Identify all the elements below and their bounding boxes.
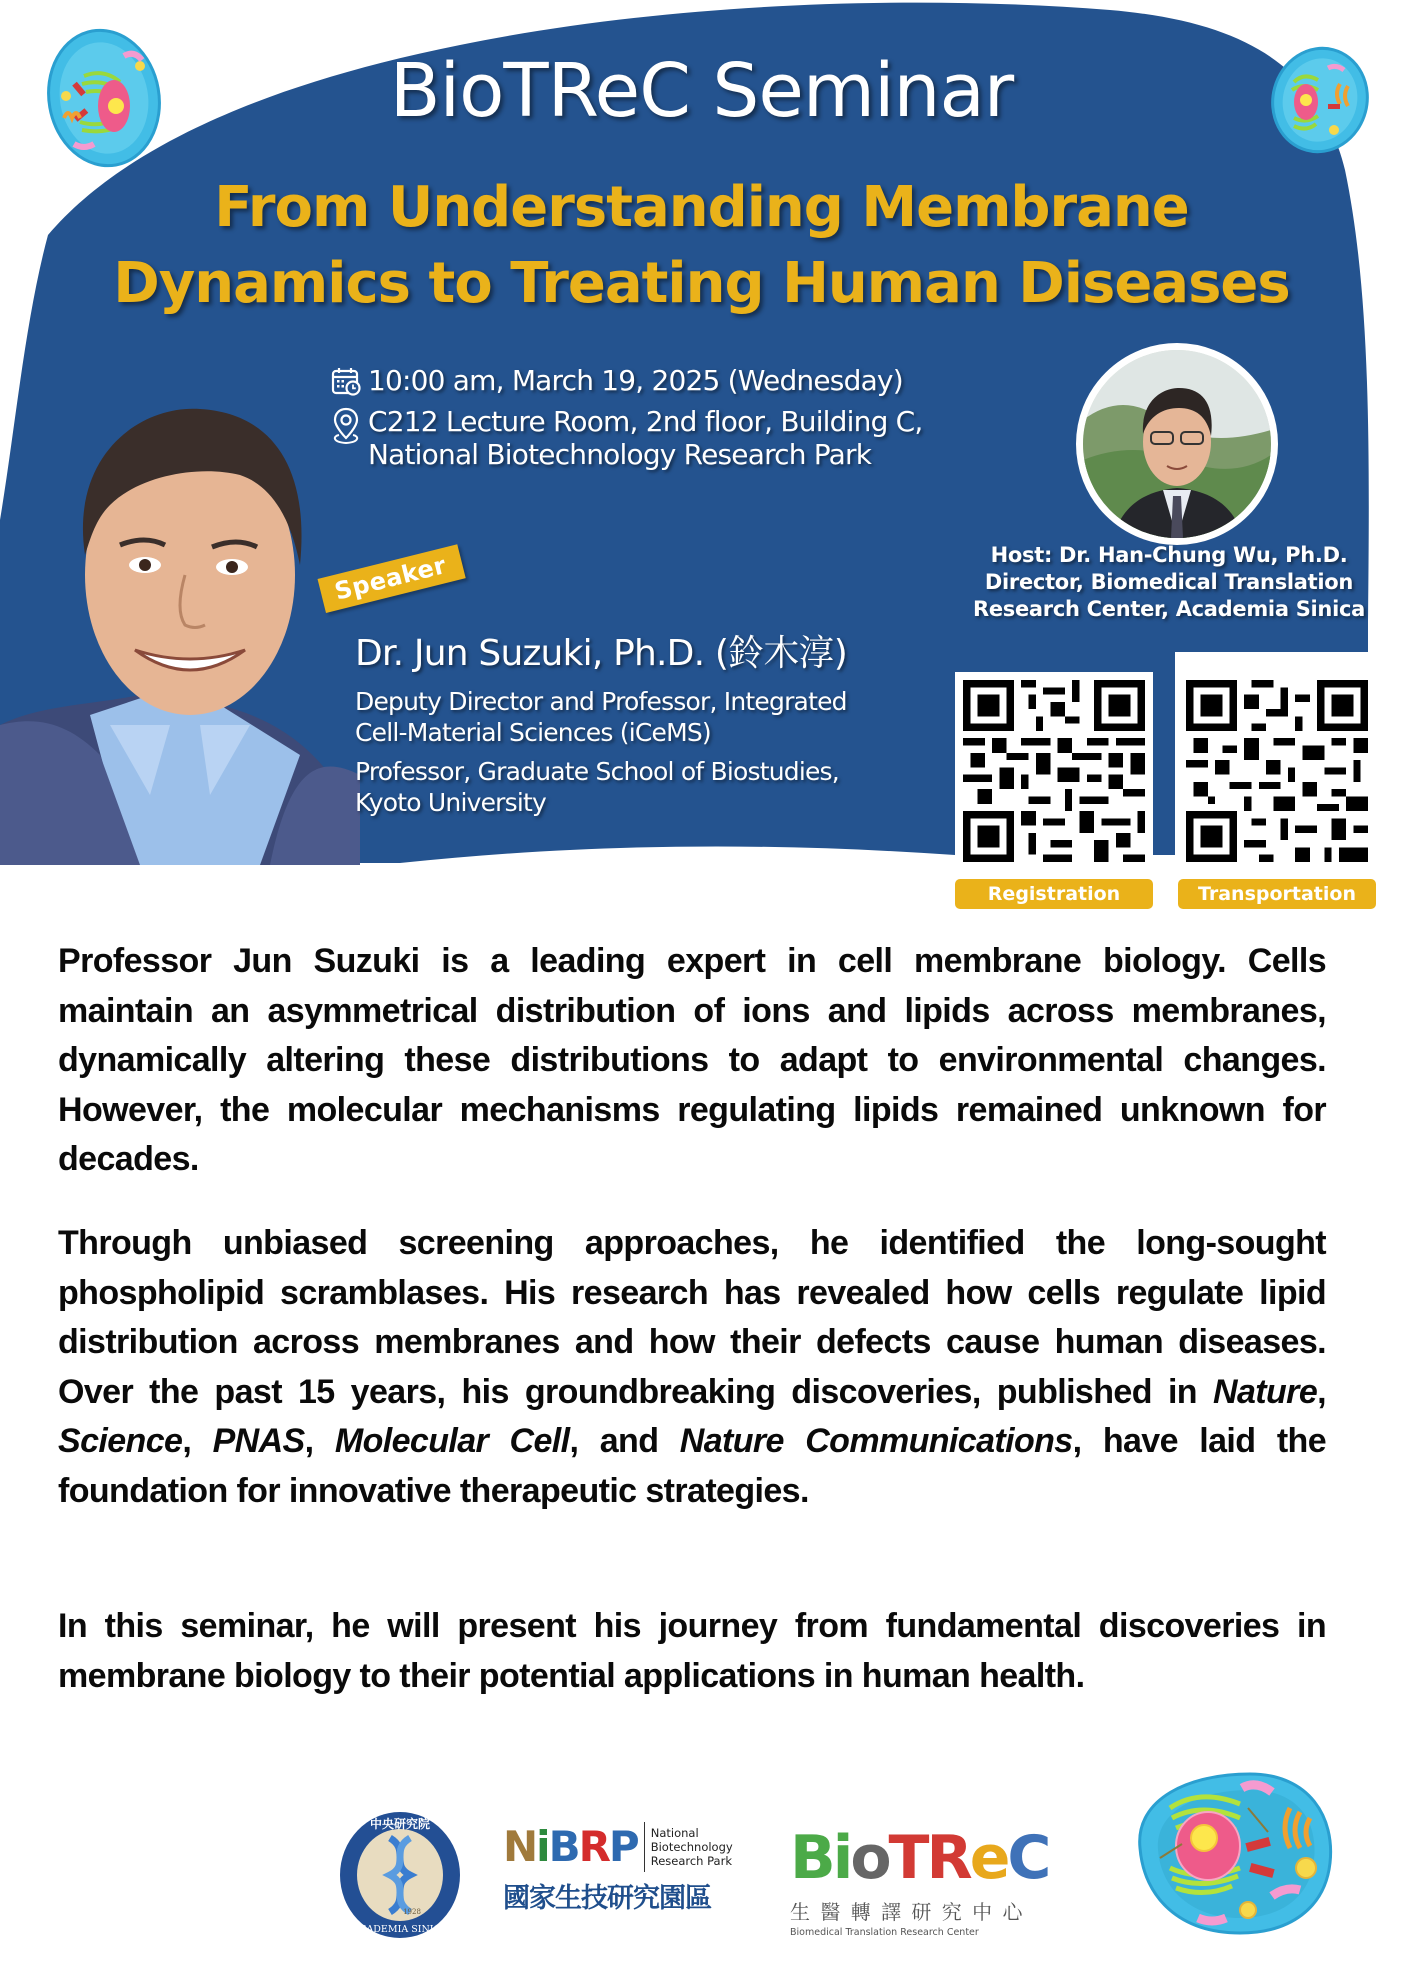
separator: , [182, 1422, 213, 1460]
speaker-affiliation-1-line-2: Cell-Material Sciences (iCeMS) [355, 718, 711, 747]
event-location-line-1: C212 Lecture Room, 2nd floor, Building C, [368, 405, 923, 438]
talk-title [0, 170, 1403, 322]
speaker-name: Dr. Jun Suzuki, Ph.D. (鈴木淳) [355, 633, 847, 674]
nbrp-logo [503, 1822, 743, 1942]
biotrec-english-name: Biomedical Translation Research Center [790, 1927, 979, 1938]
host-title-line-2: Research Center, Academia Sinica [972, 597, 1366, 621]
description-paragraph-2 [58, 1219, 1326, 1516]
biotrec-letter-o: o [850, 1823, 889, 1893]
nbrp-en-line-1: National [650, 1826, 699, 1840]
speaker-affiliation-1 [355, 686, 847, 748]
nbrp-abbr: NiBRP [503, 1822, 638, 1871]
registration-qr-code[interactable] [955, 672, 1153, 870]
description-paragraph-3: In this seminar, he will present his journey from fundamental discoveries in membrane biology to their potential applications in human health. [58, 1607, 1326, 1695]
talk-title-line-1: From Understanding Membrane [214, 175, 1189, 240]
qr-code-icon [963, 680, 1145, 862]
host-info [959, 542, 1379, 623]
journal-nature-communications: Nature Communications [679, 1422, 1073, 1460]
journal-nature: Nature [1213, 1372, 1318, 1411]
registration-qr-block[interactable] [955, 672, 1153, 909]
academia-sinica-year: 1928 [403, 1908, 421, 1916]
academia-sinica-bottom-text: ACADEMIA SINICA [352, 1924, 448, 1935]
journal-science: Science [58, 1422, 183, 1460]
transportation-qr-code[interactable] [1178, 672, 1376, 870]
speaker-affiliation-1-line-1: Deputy Director and Professor, Integrated [355, 687, 847, 716]
host-title-line-1: Director, Biomedical Translation [984, 570, 1354, 594]
cell-illustration-top-right-icon [1268, 44, 1372, 156]
nbrp-en-line-3: Research Park [650, 1854, 732, 1868]
event-datetime-row [330, 364, 923, 397]
event-location-row [330, 405, 923, 471]
journal-molecular-cell: Molecular Cell [334, 1422, 570, 1460]
speaker-affiliation-2 [355, 756, 847, 818]
speaker-affiliation-2-line-1: Professor, Graduate School of Biostudies, [355, 757, 839, 786]
speaker-tag: Speaker [318, 544, 466, 613]
calendar-clock-icon [330, 365, 362, 397]
separator: , and [569, 1422, 680, 1460]
registration-label[interactable]: Registration [955, 879, 1153, 909]
nbrp-chinese-name: 國家生技研究園區 [503, 1883, 711, 1914]
biotrec-letter-r: R [926, 1823, 970, 1893]
location-pin-icon [330, 406, 362, 446]
biotrec-letter-c: C [1007, 1823, 1049, 1893]
seminar-title: BioTReC Seminar [389, 48, 1014, 134]
nbrp-en-line-2: Biotechnology [650, 1840, 733, 1854]
biotrec-wordmark [790, 1823, 1055, 1893]
transportation-label[interactable]: Transportation [1178, 879, 1376, 909]
biotrec-chinese-name: 生 醫 轉 譯 研 究 中 心 [790, 1900, 1025, 1924]
qr-code-icon [1186, 680, 1368, 862]
speaker-affiliation-2-line-2: Kyoto University [355, 788, 547, 817]
cell-illustration-bottom-right-icon [1130, 1768, 1338, 1938]
speaker-info [355, 632, 847, 818]
paragraph-2-text-a: Through unbiased screening approaches, he identified the long-sought phospholipid scramblases. His research has revealed how cells regulate lipid distribution across membranes and how their defects cause human diseases. Over the past 15 years, his groundbreaking discoveries, published in [58, 1224, 1326, 1411]
separator: , [304, 1422, 335, 1460]
description-paragraph-1: Professor Jun Suzuki is a leading expert in cell membrane biology. Cells maintain an asymmetrical distribution of ions and lipids across membranes, dynamically altering these distributions to adapt to environmental changes. However, the molecular mechanisms regulating lipids remained unknown for decades. [58, 942, 1326, 1178]
journal-pnas: PNAS [212, 1422, 305, 1460]
event-datetime: 10:00 am, March 19, 2025 (Wednesday) [368, 364, 903, 397]
host-name: Host: Dr. Han-Chung Wu, Ph.D. [990, 543, 1348, 567]
biotrec-letter-t: T [888, 1823, 927, 1893]
transportation-qr-block[interactable] [1178, 672, 1376, 909]
speaker-photo [0, 395, 360, 865]
biotrec-letters-bi: Bi [790, 1823, 851, 1893]
academia-sinica-top-text: 中央研究院 [369, 1817, 431, 1831]
paragraph-2-text-b: , have laid the foundation for innovative therapeutic strategies. [58, 1422, 1327, 1510]
biotrec-letter-e: e [969, 1823, 1008, 1893]
nbrp-english-name [651, 1826, 733, 1868]
event-info [330, 364, 923, 471]
host-photo [1076, 343, 1278, 545]
academia-sinica-logo [338, 1810, 462, 1940]
cell-illustration-top-left-icon [44, 26, 164, 171]
event-location-line-2: National Biotechnology Research Park [368, 438, 872, 471]
biotrec-logo [790, 1823, 1055, 1941]
talk-title-line-2: Dynamics to Treating Human Diseases [113, 251, 1290, 316]
separator: , [1317, 1372, 1326, 1411]
